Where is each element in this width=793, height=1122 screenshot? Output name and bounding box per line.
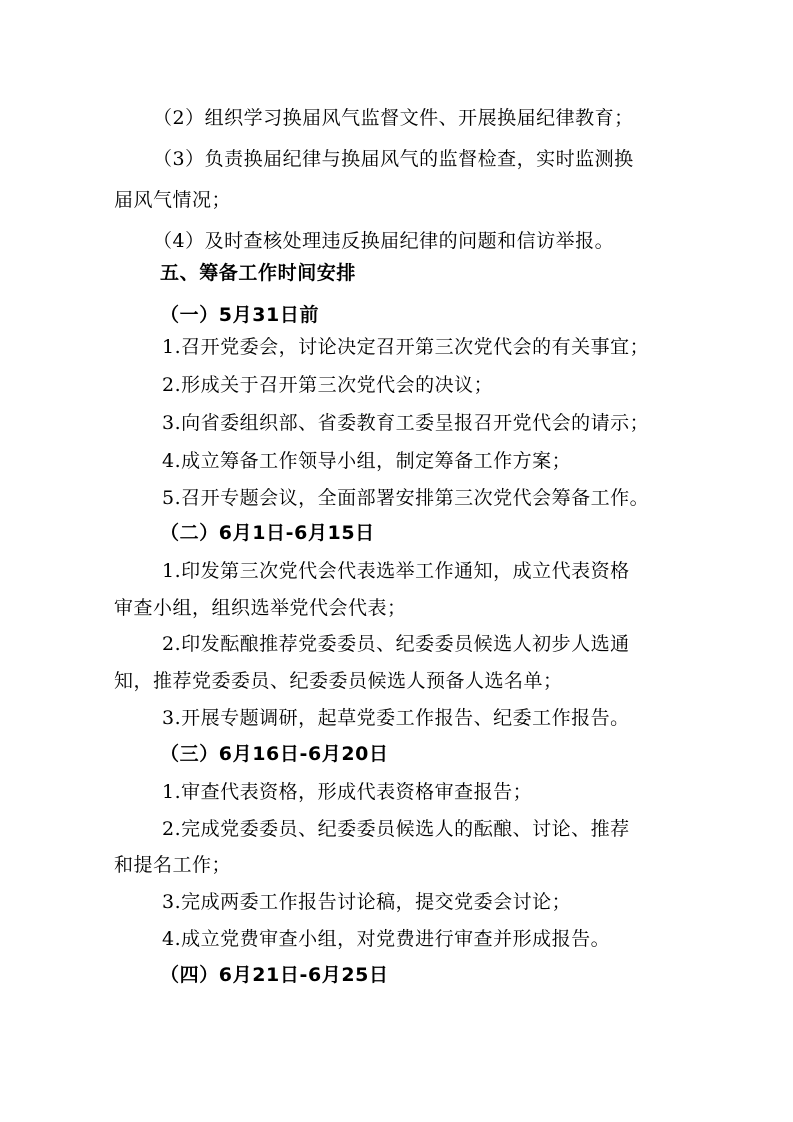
phase-3-item-3: 3.完成两委工作报告讨论稿，提交党委会讨论； [162, 891, 572, 913]
phase-2-item-2-line-2: 知，推荐党委委员、纪委委员候选人预备人选名单； [114, 670, 563, 692]
phase-3-item-2-line-1: 2.完成党委委员、纪委委员候选人的酝酿、讨论、推荐 [162, 818, 630, 840]
phase-3-title: （三）6月16日-6月20日 [160, 743, 389, 765]
phase-4-title: （四）6月21日-6月25日 [160, 964, 389, 986]
phase-3-item-2-line-2: 和提名工作； [114, 854, 232, 876]
phase-1-title: （一）5月31日前 [160, 304, 320, 326]
phase-2-item-3: 3.开展专题调研，起草党委工作报告、纪委工作报告。 [162, 707, 630, 729]
phase-1-item-2: 2.形成关于召开第三次党代会的决议； [162, 374, 494, 396]
duty-item-3-line-2: 届风气情况； [114, 189, 232, 211]
phase-2-title: （二）6月1日-6月15日 [160, 522, 375, 544]
phase-1-item-4: 4.成立筹备工作领导小组，制定筹备工作方案； [162, 450, 572, 472]
section-5-title: 五、筹备工作时间安排 [160, 262, 357, 284]
phase-3-item-1: 1.审查代表资格，形成代表资格审查报告； [162, 781, 533, 803]
phase-2-item-1-line-1: 1.印发第三次党代会代表选举工作通知，成立代表资格 [162, 560, 630, 582]
phase-2-item-2-line-1: 2.印发酝酿推荐党委委员、纪委委员候选人初步人选通 [162, 633, 630, 655]
phase-1-item-3: 3.向省委组织部、省委教育工委呈报召开党代会的请示； [162, 412, 650, 434]
duty-item-4: （4）及时查核处理违反换届纪律的问题和信访举报。 [153, 230, 615, 252]
duty-item-2: （2）组织学习换届风气监督文件、开展换届纪律教育； [153, 107, 634, 129]
phase-1-item-1: 1.召开党委会，讨论决定召开第三次党代会的有关事宜； [162, 336, 650, 358]
phase-2-item-1-line-2: 审查小组，组织选举党代会代表； [114, 597, 407, 619]
phase-1-item-5: 5.召开专题会议，全面部署安排第三次党代会筹备工作。 [162, 487, 650, 509]
phase-3-item-4: 4.成立党费审查小组，对党费进行审查并形成报告。 [162, 928, 611, 950]
duty-item-3-line-1: （3）负责换届纪律与换届风气的监督检查，实时监测换 [153, 148, 634, 170]
